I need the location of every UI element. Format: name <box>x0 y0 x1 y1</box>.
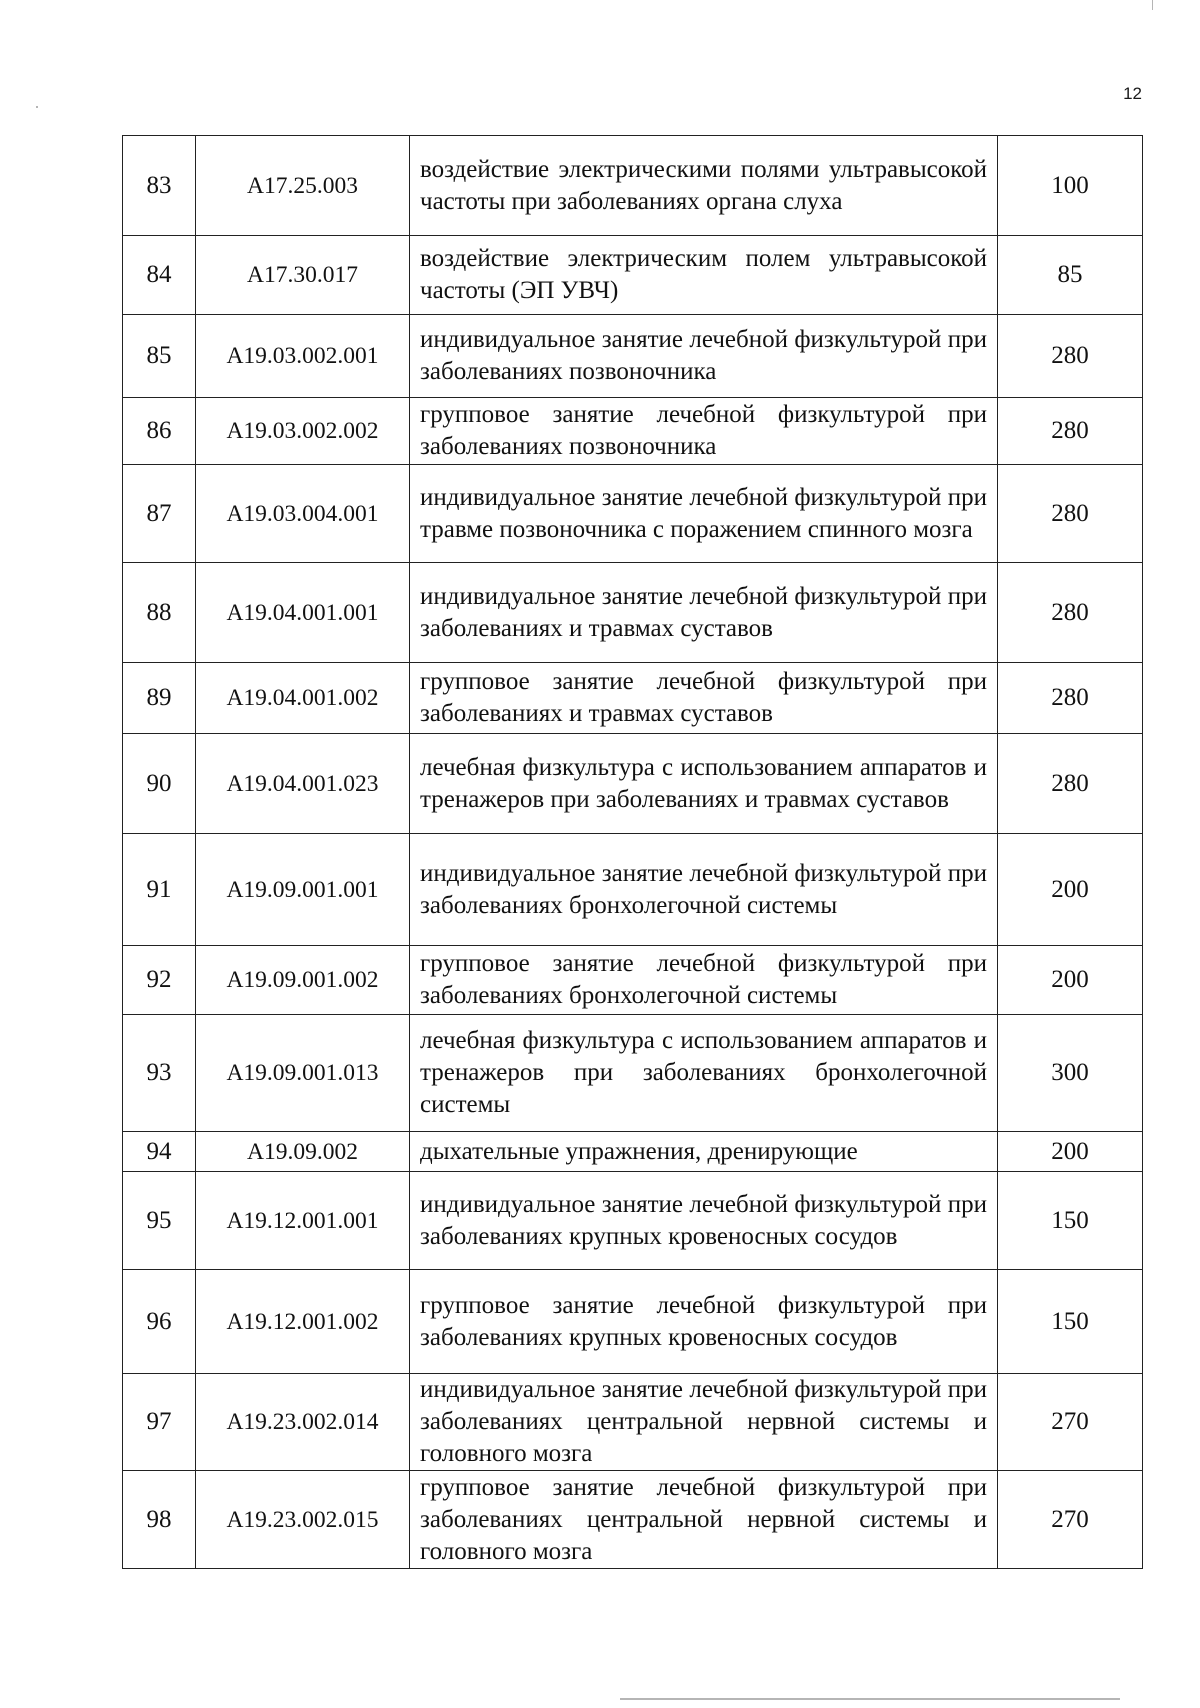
row-number: 86 <box>123 398 196 465</box>
service-price: 300 <box>998 1015 1143 1132</box>
service-price: 200 <box>998 1132 1143 1172</box>
table-row <box>123 1374 1143 1471</box>
service-code: A19.09.001.013 <box>196 1015 410 1132</box>
row-number: 96 <box>123 1270 196 1374</box>
row-number: 90 <box>123 734 196 834</box>
row-number: 83 <box>123 136 196 236</box>
service-code: A19.09.001.002 <box>196 946 410 1015</box>
row-number: 88 <box>123 563 196 663</box>
service-code: A19.12.001.002 <box>196 1270 410 1374</box>
service-code: A19.09.001.001 <box>196 834 410 946</box>
service-description: дыхательные упражнения, дренирующие <box>410 1132 998 1172</box>
table-row <box>123 398 1143 465</box>
service-code: A19.23.002.014 <box>196 1374 410 1471</box>
service-description: индивидуальное занятие лечебной физкультурой при травме позвоночника с поражением спинного мозга <box>410 465 998 563</box>
service-code: A19.03.004.001 <box>196 465 410 563</box>
service-code: A19.04.001.023 <box>196 734 410 834</box>
table-row <box>123 1132 1143 1172</box>
service-price: 150 <box>998 1172 1143 1270</box>
service-code: A19.23.002.015 <box>196 1471 410 1569</box>
table-row <box>123 1015 1143 1132</box>
row-number: 84 <box>123 236 196 315</box>
service-price: 270 <box>998 1471 1143 1569</box>
service-description: воздействие электрическим полем ультравысокой частоты (ЭП УВЧ) <box>410 236 998 315</box>
row-number: 85 <box>123 315 196 398</box>
service-code: A19.03.002.001 <box>196 315 410 398</box>
service-code: A19.04.001.001 <box>196 563 410 663</box>
service-description: лечебная физкультура с использованием аппаратов и тренажеров при заболеваниях бронхолегочной системы <box>410 1015 998 1132</box>
table-row <box>123 465 1143 563</box>
row-number: 97 <box>123 1374 196 1471</box>
service-description: индивидуальное занятие лечебной физкультурой при заболеваниях и травмах суставов <box>410 563 998 663</box>
service-price: 280 <box>998 734 1143 834</box>
table-row <box>123 663 1143 734</box>
page-number: 12 <box>1123 84 1142 103</box>
table-row <box>123 834 1143 946</box>
service-price: 150 <box>998 1270 1143 1374</box>
row-number: 93 <box>123 1015 196 1132</box>
service-price: 100 <box>998 136 1143 236</box>
row-number: 87 <box>123 465 196 563</box>
row-number: 91 <box>123 834 196 946</box>
service-description: лечебная физкультура с использованием аппаратов и тренажеров при заболеваниях и травмах суставов <box>410 734 998 834</box>
row-number: 98 <box>123 1471 196 1569</box>
row-number: 92 <box>123 946 196 1015</box>
service-description: групповое занятие лечебной физкультурой при заболеваниях центральной нервной системы и головного мозга <box>410 1471 998 1569</box>
service-code: A17.30.017 <box>196 236 410 315</box>
table-row <box>123 136 1143 236</box>
price-table <box>122 135 1143 1569</box>
table-row <box>123 563 1143 663</box>
service-price: 280 <box>998 465 1143 563</box>
service-description: групповое занятие лечебной физкультурой при заболеваниях позвоночника <box>410 398 998 465</box>
row-number: 94 <box>123 1132 196 1172</box>
service-price: 280 <box>998 315 1143 398</box>
service-description: индивидуальное занятие лечебной физкультурой при заболеваниях бронхолегочной системы <box>410 834 998 946</box>
service-price: 85 <box>998 236 1143 315</box>
table-row <box>123 1471 1143 1569</box>
table-row <box>123 1172 1143 1270</box>
table-row <box>123 1270 1143 1374</box>
service-description: индивидуальное занятие лечебной физкультурой при заболеваниях центральной нервной системы и головного мозга <box>410 1374 998 1471</box>
service-description: групповое занятие лечебной физкультурой при заболеваниях крупных кровеносных сосудов <box>410 1270 998 1374</box>
row-number: 89 <box>123 663 196 734</box>
service-price: 200 <box>998 834 1143 946</box>
scan-artifact-mark <box>1152 0 1153 10</box>
service-price: 270 <box>998 1374 1143 1471</box>
service-description: индивидуальное занятие лечебной физкультурой при заболеваниях крупных кровеносных сосудов <box>410 1172 998 1270</box>
service-code: A17.25.003 <box>196 136 410 236</box>
service-price: 280 <box>998 563 1143 663</box>
scan-artifact-line <box>620 1698 1120 1700</box>
service-description: воздействие электрическими полями ультравысокой частоты при заболеваниях органа слуха <box>410 136 998 236</box>
service-price: 200 <box>998 946 1143 1015</box>
table-row <box>123 236 1143 315</box>
table-row <box>123 315 1143 398</box>
table-row <box>123 946 1143 1015</box>
row-number: 95 <box>123 1172 196 1270</box>
service-price: 280 <box>998 663 1143 734</box>
service-description: групповое занятие лечебной физкультурой при заболеваниях бронхолегочной системы <box>410 946 998 1015</box>
service-code: A19.09.002 <box>196 1132 410 1172</box>
scan-artifact-mark <box>36 106 38 108</box>
service-code: A19.12.001.001 <box>196 1172 410 1270</box>
table-row <box>123 734 1143 834</box>
service-description: индивидуальное занятие лечебной физкультурой при заболеваниях позвоночника <box>410 315 998 398</box>
service-price: 280 <box>998 398 1143 465</box>
service-description: групповое занятие лечебной физкультурой при заболеваниях и травмах суставов <box>410 663 998 734</box>
service-code: A19.03.002.002 <box>196 398 410 465</box>
service-code: A19.04.001.002 <box>196 663 410 734</box>
